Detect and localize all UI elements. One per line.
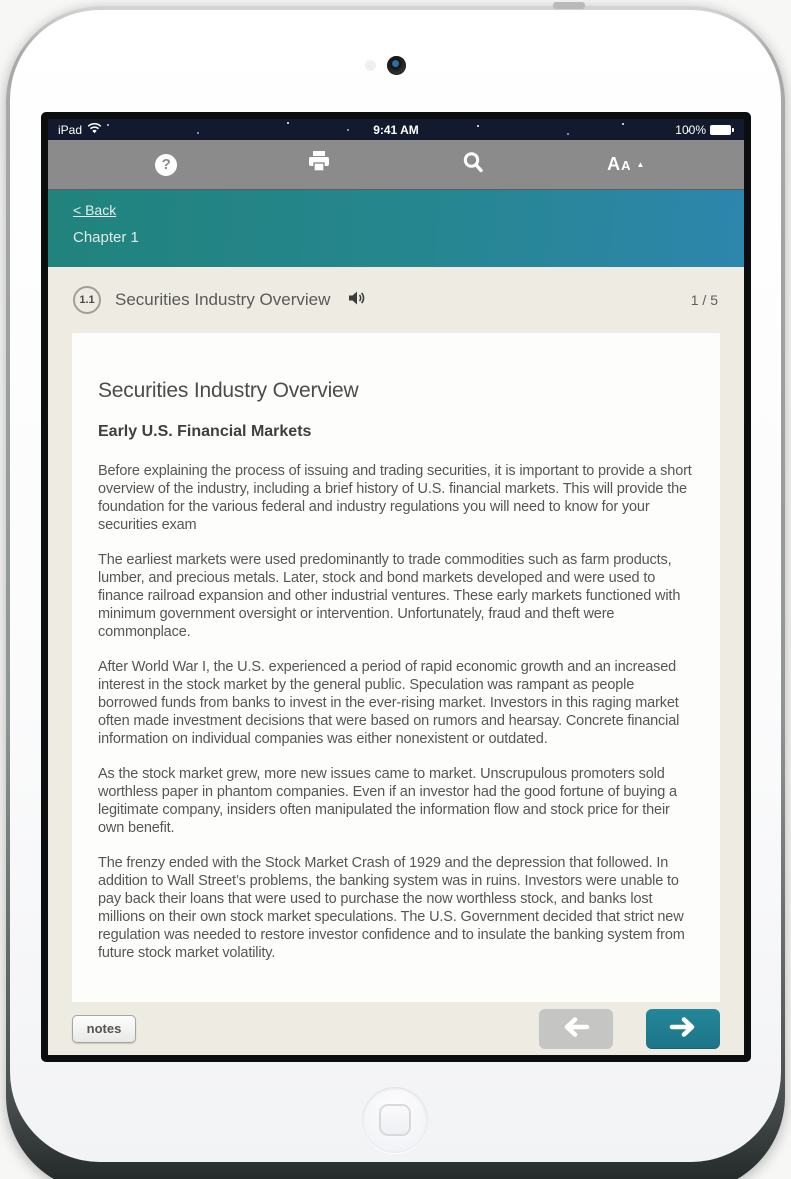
app-toolbar <box>48 140 744 190</box>
speaker-icon <box>348 290 366 311</box>
status-bar <box>48 119 744 140</box>
lesson-card <box>72 333 720 1002</box>
print-icon <box>306 149 332 180</box>
home-button-glyph <box>379 1104 411 1136</box>
help-button[interactable] <box>131 145 201 185</box>
home-button[interactable] <box>362 1087 428 1153</box>
caret-up-icon: ▲ <box>636 160 645 169</box>
notes-button[interactable]: notes <box>72 1015 136 1043</box>
lesson-paragraph: The frenzy ended with the Stock Market Crash of 1929 and the depression that followed. In addition to Wall Street’s problems, the banking system was in ruins. Investors were unable to pay back their loans that were used to purchase the now worthless stock, and banks lost millions on their own stock market speculations. The U.S. Government decided that strict new regulation was needed to restore investor confidence and to insulate the banking system from future stock market volatility. <box>98 855 685 961</box>
help-icon: ? <box>155 154 177 176</box>
search-button[interactable] <box>438 145 508 185</box>
back-link[interactable]: < Back <box>73 202 117 218</box>
content-area <box>48 333 744 1055</box>
chapter-header <box>48 190 744 267</box>
previous-page-button[interactable] <box>539 1009 613 1049</box>
ipad-screen <box>41 112 751 1062</box>
battery-percent: 100% <box>675 122 706 137</box>
section-title: Securities Industry Overview <box>115 290 331 309</box>
front-camera <box>387 56 406 75</box>
lesson-footer <box>72 1002 720 1055</box>
next-page-button[interactable] <box>646 1009 720 1049</box>
font-size-icon: A A ▲ <box>607 154 645 174</box>
power-button <box>553 2 585 9</box>
lesson-subtitle: Early U.S. Financial Markets <box>98 423 312 440</box>
status-right <box>675 123 734 137</box>
ebook-app <box>48 119 744 1055</box>
page-indicator: 1 / 5 <box>690 292 718 308</box>
font-size-button[interactable] <box>591 145 661 185</box>
chapter-label: Chapter 1 <box>73 229 139 246</box>
clock: 9:41 AM <box>373 122 419 137</box>
search-icon <box>461 150 485 179</box>
battery-icon <box>710 125 734 135</box>
section-number-badge: 1.1 <box>73 286 101 314</box>
ambient-sensor <box>365 60 376 71</box>
lesson-paragraph: As the stock market grew, more new issues came to market. Unscrupulous promoters sold worthless paper in phantom companies. Even if an investor had the good fortune of buying a legitimate company, insiders often manipulated the information flow and stock price for their own benefit. <box>98 766 677 836</box>
lesson-title: Securities Industry Overview <box>98 379 359 402</box>
lesson-paragraph: Before explaining the process of issuing and trading securities, it is important to provide a short overview of the industry, including a brief history of U.S. financial markets. This will provide the foundation for the various federal and industry regulations you will need to know for your securities exam <box>98 463 692 533</box>
arrow-right-icon <box>668 1015 698 1042</box>
pagination-buttons <box>539 1009 720 1049</box>
carrier-label: iPad <box>58 122 83 137</box>
audio-play-button[interactable] <box>348 290 366 311</box>
arrow-left-icon <box>561 1015 591 1042</box>
print-button[interactable] <box>284 145 354 185</box>
lesson-paragraph: After World War I, the U.S. experienced a period of rapid economic growth and an increased interest in the stock market by the general public. Speculation was rampant as people borrowed funds from banks to invest in the ever-rising market. Investors in this raging market often made investment decisions that were based on rumors and hearsay. Concrete financial information on individual companies was either nonexistent or outdated. <box>98 659 680 747</box>
section-bar <box>48 267 744 333</box>
lesson-paragraph: The earliest markets were used predominantly to trade commodities such as farm products, lumber, and precious metals. Later, stock and bond markets developed and were used to finance railroad expansion and other industrial ventures. These early markets functioned with minimum government oversight or intervention. Unfortunately, fraud and theft were commonplace. <box>98 552 681 640</box>
